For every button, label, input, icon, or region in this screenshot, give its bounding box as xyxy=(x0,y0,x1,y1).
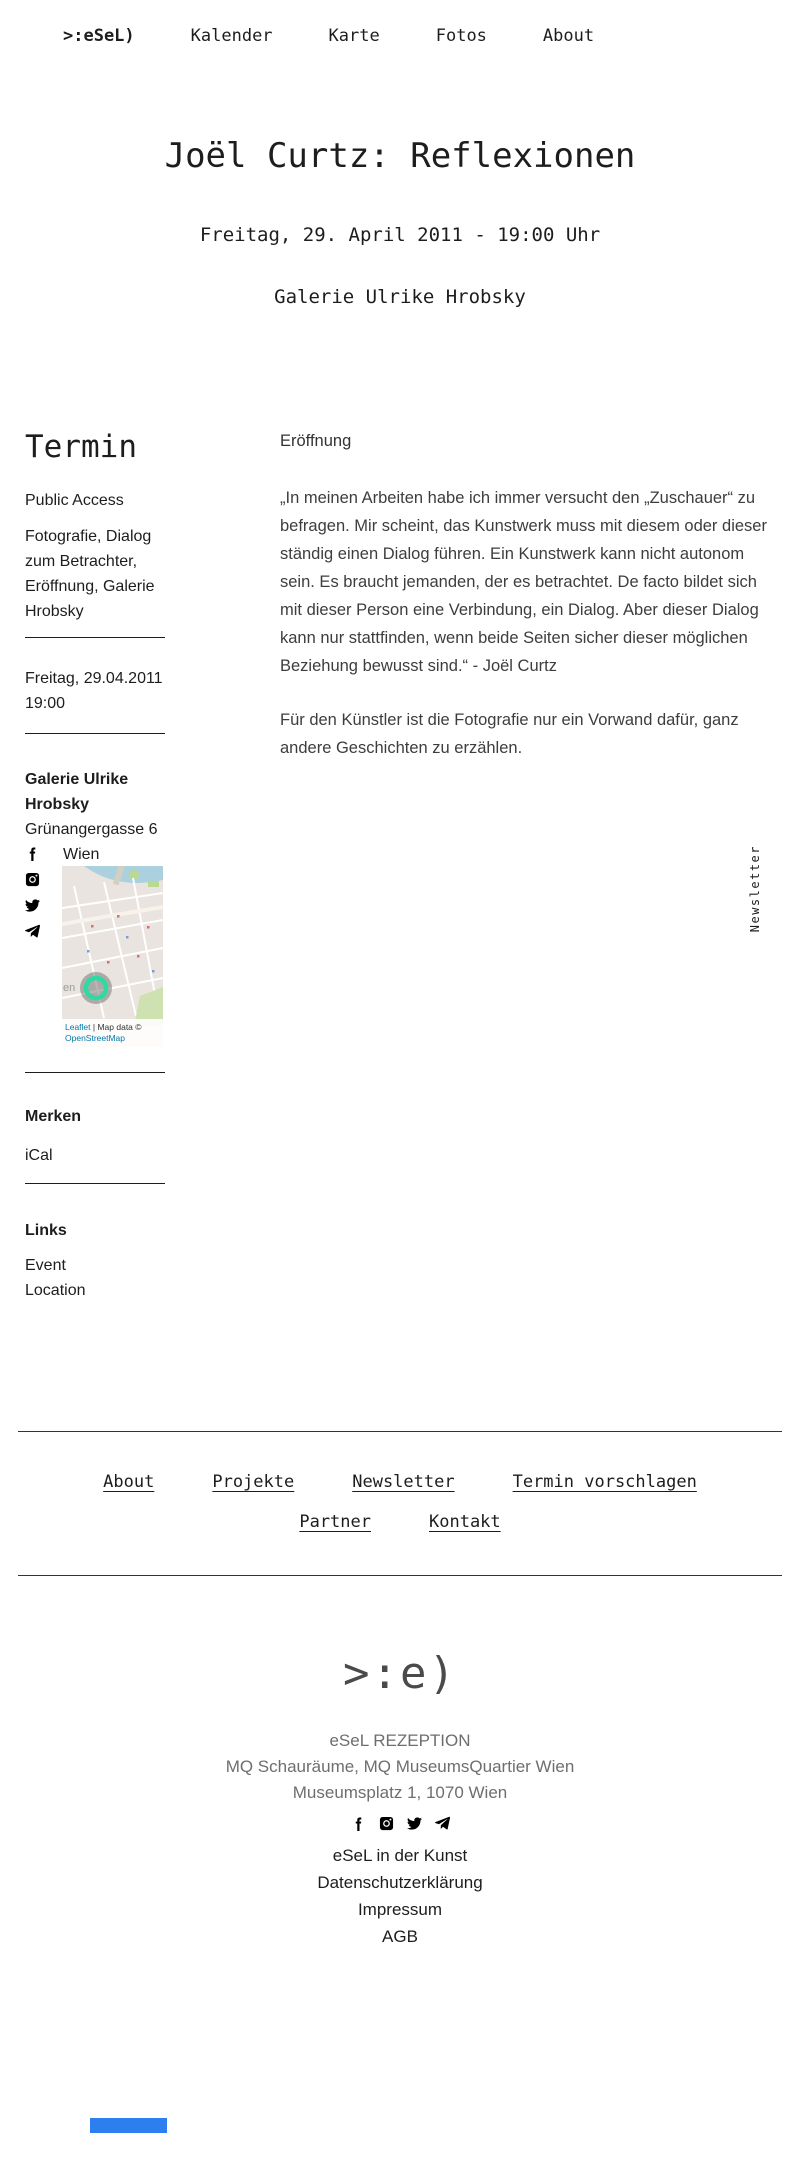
ical-link[interactable]: iCal xyxy=(25,1147,53,1164)
footer-link-about[interactable]: About xyxy=(103,1472,155,1492)
event-time-short: 19:00 xyxy=(25,695,66,712)
sidebar-lower xyxy=(25,1072,165,1303)
footer-link-impressum[interactable]: Impressum xyxy=(357,1900,443,1919)
footer-links-row1 xyxy=(0,1472,800,1492)
venue-name-line2[interactable]: Hrobsky xyxy=(25,796,90,813)
location-link[interactable]: Location xyxy=(25,1282,86,1299)
venue-street: Grünangergasse 6 xyxy=(25,821,158,838)
footer-link-kontakt[interactable]: Kontakt xyxy=(429,1512,501,1532)
footer-social-icons xyxy=(0,1816,800,1831)
bottom-blue-bar xyxy=(90,2118,167,2133)
telegram-icon[interactable] xyxy=(435,1816,450,1831)
category-tags: Fotografie, Dialog zum Betrachter, Eröffnung, Galerie Hrobsky xyxy=(25,528,155,620)
footer-link-partner[interactable]: Partner xyxy=(299,1512,371,1532)
event-link[interactable]: Event xyxy=(25,1257,66,1274)
nav-item-fotos[interactable]: Fotos xyxy=(435,26,487,46)
top-nav xyxy=(63,26,594,46)
instagram-icon[interactable] xyxy=(25,872,40,887)
event-venue: Galerie Ulrike Hrobsky xyxy=(274,286,526,308)
twitter-icon[interactable] xyxy=(25,898,40,913)
reception-address2: Museumsplatz 1, 1070 Wien xyxy=(292,1783,508,1802)
svg-text:en: en xyxy=(63,982,76,994)
venue-city: Wien xyxy=(63,846,100,863)
telegram-icon[interactable] xyxy=(25,924,40,939)
footer-divider-top xyxy=(18,1431,782,1432)
nav-item-karte[interactable]: Karte xyxy=(328,26,380,46)
nav-item-kalender[interactable]: Kalender xyxy=(190,26,273,46)
esel-logo[interactable]: >:eSeL) xyxy=(63,26,135,46)
access-label: Public Access xyxy=(25,492,124,509)
merken-heading: Merken xyxy=(25,1108,82,1125)
description-paragraph-2: Für den Künstler ist die Fotografie nur ein Vorwand dafür, ganz andere Geschichten zu erzählen. xyxy=(280,711,739,757)
map-attribution xyxy=(62,1019,163,1047)
twitter-icon[interactable] xyxy=(407,1816,422,1831)
venue-name-line1[interactable]: Galerie Ulrike xyxy=(25,771,129,788)
reception-info xyxy=(0,1728,800,1806)
footer-link-esel-in-der-kunst[interactable]: eSeL in der Kunst xyxy=(332,1846,468,1865)
divider xyxy=(25,1183,165,1184)
section-heading: Eröffnung xyxy=(280,432,352,450)
share-icon-column xyxy=(25,846,40,939)
reception-org: eSeL REZEPTION xyxy=(329,1731,471,1750)
event-date-short: Freitag, 29.04.2011 xyxy=(25,670,163,687)
event-description xyxy=(280,427,782,762)
facebook-icon[interactable] xyxy=(25,846,40,861)
nav-item-about[interactable]: About xyxy=(542,26,595,46)
divider xyxy=(25,1072,165,1073)
divider xyxy=(25,637,165,638)
footer-legal-links xyxy=(0,1842,800,1950)
footer-link-newsletter[interactable]: Newsletter xyxy=(352,1472,455,1492)
footer-links-row2 xyxy=(0,1512,800,1532)
newsletter-tab[interactable]: Newsletter xyxy=(748,845,762,933)
leaflet-link[interactable]: Leaflet xyxy=(65,1022,91,1032)
footer-divider-bottom xyxy=(18,1575,782,1576)
map-data-label: | Map data © xyxy=(90,1022,142,1032)
event-sidebar xyxy=(25,430,165,867)
facebook-icon[interactable] xyxy=(351,1816,366,1831)
description-paragraph-1: „In meinen Arbeiten habe ich immer versucht den „Zuschauer“ zu befragen. Mir scheint, das Kunstwerk muss mit diesem oder dieser ständig einen Dialog führen. Ein Kunstwerk kann nicht autonom sein. Es braucht jemanden, der es betrachtet. De facto bildet sich mit dieser Person eine Verbindung, ein Dialog. Aber dieser Dialog kann nur stattfinden, wenn beide Seiten sicher dieser möglichen Beziehung bewusst sind.“ - Joël Curtz xyxy=(280,489,767,675)
openstreetmap-link[interactable]: OpenStreetMap xyxy=(65,1033,126,1043)
event-title: Joël Curtz: Reflexionen xyxy=(164,136,636,176)
event-datetime: Freitag, 29. April 2011 - 19:00 Uhr xyxy=(199,224,601,246)
esel-footer-logo: >:e) xyxy=(343,1648,457,1699)
links-heading: Links xyxy=(25,1222,67,1239)
footer-link-datenschutz[interactable]: Datenschutzerklärung xyxy=(317,1873,483,1892)
footer-link-termin-vorschlagen[interactable]: Termin vorschlagen xyxy=(512,1472,697,1492)
footer-link-projekte[interactable]: Projekte xyxy=(212,1472,295,1492)
instagram-icon[interactable] xyxy=(379,1816,394,1831)
divider xyxy=(25,733,165,734)
sidebar-heading-termin: Termin xyxy=(25,429,137,465)
reception-address1: MQ Schauräume, MQ MuseumsQuartier Wien xyxy=(225,1757,575,1776)
footer-link-agb[interactable]: AGB xyxy=(382,1927,418,1946)
location-map[interactable] xyxy=(62,866,163,1047)
